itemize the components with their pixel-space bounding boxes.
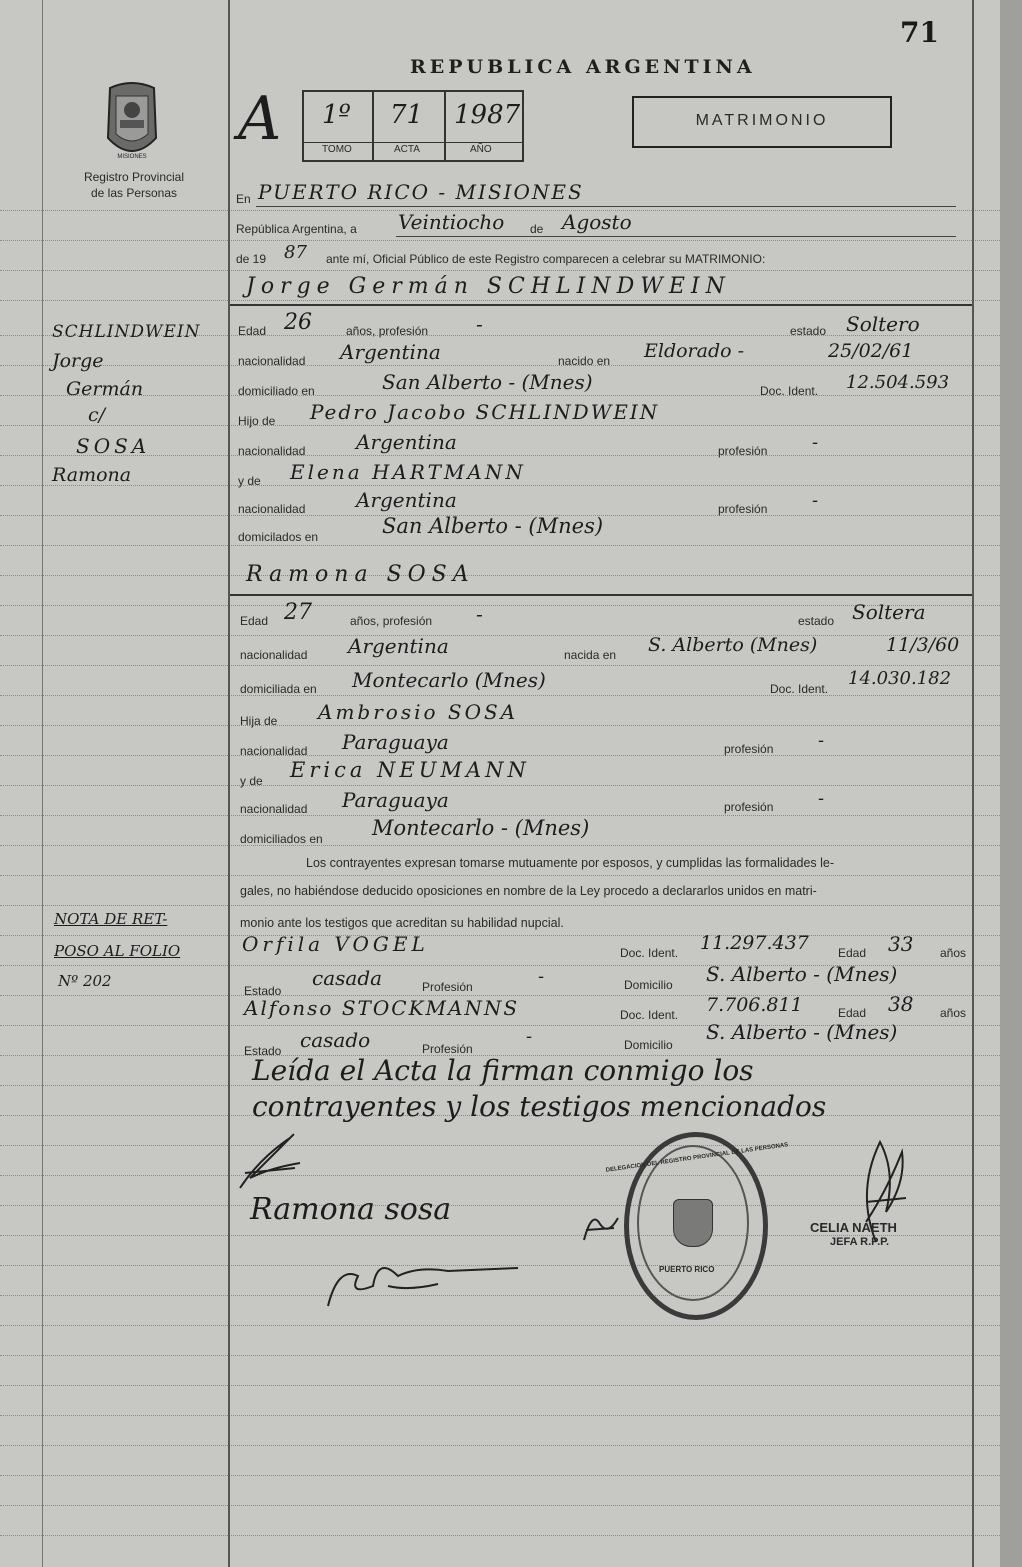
en-label: En: [236, 192, 251, 206]
bride-father-label: Hija de: [240, 714, 278, 728]
act-type: MATRIMONIO: [695, 112, 829, 129]
groom-doc: 12.504.593: [846, 372, 950, 393]
groom-doc-label: Doc. Ident.: [760, 384, 819, 398]
witness2-estado: casado: [300, 1028, 371, 1052]
margin-connector: c/: [88, 404, 106, 426]
registry-name-line1: Registro Provincial: [83, 170, 185, 184]
groom-dom-label: domiciliado en: [238, 384, 315, 398]
bride-father-prof-label: profesión: [724, 742, 774, 756]
page-edge-shadow: [1000, 0, 1022, 1567]
groom-parents-domicile: San Alberto - (Mnes): [382, 514, 604, 538]
margin-bride-surname: SOSA: [76, 434, 151, 458]
groom-edad-label: Edad: [238, 324, 267, 338]
groom-mother-label: y de: [238, 474, 261, 488]
page-number: 71: [900, 16, 939, 49]
margin-note-line2: POSO AL FOLIO: [54, 942, 181, 960]
year-suffix: 87: [284, 242, 307, 263]
bride-parents-domicile: Montecarlo - (Mnes): [372, 816, 590, 840]
country-heading: REPUBLICA ARGENTINA: [410, 56, 756, 78]
witness1-prof-label: Profesión: [422, 980, 473, 994]
comparecen-text: ante mí, Oficial Público de este Registro comparecen a celebrar su MATRIMONIO:: [326, 252, 766, 266]
provincial-seal: [96, 78, 168, 164]
groom-name: Jorge Germán SCHLINDWEIN: [246, 274, 731, 299]
witness1-doc: 11.297.437: [700, 932, 809, 954]
registry-name-line2: de las Personas: [90, 186, 178, 200]
official-title: JEFA R.P.P.: [830, 1236, 890, 1248]
bride-signature: Ramona sosa: [250, 1192, 452, 1227]
witness1-estado: casada: [312, 966, 383, 990]
groom-birthplace: Eldorado -: [644, 340, 745, 362]
witness2-profession: -: [526, 1026, 533, 1047]
bride-father-nat: Paraguaya: [342, 730, 449, 754]
groom-nac-label: nacionalidad: [238, 354, 306, 368]
witness1-estado-label: Estado: [244, 984, 282, 998]
day-value: Veintiocho: [398, 210, 505, 234]
groom-birthdate: 25/02/61: [828, 340, 914, 362]
de-label: de: [530, 222, 544, 236]
bride-birthdate: 11/3/60: [886, 634, 960, 656]
margin-groom-second: Germán: [66, 378, 144, 400]
witness1-name: Orfila VOGEL: [242, 932, 429, 956]
stamp-text: DELEGACION DEL REGISTRO PROVINCIAL DE LAS PERSONAS: [605, 1142, 789, 1174]
acta-label: ACTA: [394, 144, 420, 155]
bride-profession: -: [476, 602, 483, 626]
groom-mother-prof: -: [812, 490, 819, 511]
groom-father-prof: -: [812, 432, 819, 453]
ano-label: AÑO: [470, 144, 492, 155]
bride-mother: Erica NEUMANN: [290, 758, 530, 782]
republica-label: República Argentina, a: [236, 222, 357, 236]
witness1-dom-label: Domicilio: [624, 978, 673, 992]
official-name: CELIA NAETH: [810, 1220, 897, 1235]
bride-mother-nac-label: nacionalidad: [240, 802, 308, 816]
witness2-doc-label: Doc. Ident.: [620, 1008, 679, 1022]
bride-age: 27: [284, 600, 312, 625]
official-initial-scribble: [578, 1206, 622, 1246]
margin-note-line1: NOTA DE RET-: [54, 910, 168, 928]
groom-profession: -: [476, 312, 483, 336]
groom-nationality: Argentina: [340, 340, 441, 364]
groom-signature-scribble: [230, 1118, 310, 1198]
groom-nacido-label: nacido en: [558, 354, 611, 368]
witness2-edad-label: Edad: [838, 1006, 867, 1020]
bride-estado-label: estado: [798, 614, 835, 628]
groom-father-label: Hijo de: [238, 414, 276, 428]
witness2-name: Alfonso STOCKMANNS: [244, 996, 520, 1020]
closing-line1: Leída el Acta la firman conmigo los: [252, 1054, 754, 1087]
month-value: Agosto: [562, 210, 632, 234]
witness1-age: 33: [888, 932, 914, 956]
groom-mother-nac-label: nacionalidad: [238, 502, 306, 516]
bride-nacida-label: nacida en: [564, 648, 617, 662]
bride-dom-label: domiciliada en: [240, 682, 317, 696]
groom-mother-nat: Argentina: [356, 488, 457, 512]
act-type-box: [632, 96, 892, 148]
witness2-dom-label: Domicilio: [624, 1038, 673, 1052]
left-edge-line: [42, 0, 43, 1567]
bride-domicile: Montecarlo (Mnes): [352, 668, 546, 692]
seal-text: MISIONES: [117, 154, 147, 160]
place-value: PUERTO RICO - MISIONES: [258, 180, 584, 204]
margin-groom-surname: SCHLINDWEIN: [52, 322, 201, 342]
groom-father: Pedro Jacobo SCHLINDWEIN: [310, 400, 660, 424]
tomo-label: TOMO: [322, 144, 352, 155]
witness1-profession: -: [538, 966, 545, 987]
bride-name: Ramona SOSA: [246, 562, 475, 587]
groom-mother: Elena HARTMANN: [290, 460, 526, 484]
margin-note-line3: Nº 202: [58, 972, 112, 990]
tomo-acta-ano-box: [302, 90, 524, 162]
bride-doc: 14.030.182: [848, 668, 952, 689]
groom-mother-prof-label: profesión: [718, 502, 768, 516]
stamp-center-emblem: [673, 1199, 713, 1247]
bride-father-prof: -: [818, 730, 825, 751]
witness2-age: 38: [888, 992, 914, 1016]
groom-father-nac-label: nacionalidad: [238, 444, 306, 458]
ano-value: 1987: [454, 100, 521, 130]
witness1-anos-label: años: [940, 946, 967, 960]
bride-mother-prof: -: [818, 788, 825, 809]
bride-doc-label: Doc. Ident.: [770, 682, 829, 696]
witness-signature-scribble: [318, 1246, 538, 1316]
groom-domicile: San Alberto - (Mnes): [382, 370, 593, 394]
bride-father-nac-label: nacionalidad: [240, 744, 308, 758]
declaration-line3: monio ante los testigos que acreditan su habilidad nupcial.: [240, 916, 564, 930]
witness2-anos-label: años: [940, 1006, 967, 1020]
groom-father-prof-label: profesión: [718, 444, 768, 458]
bride-edad-label: Edad: [240, 614, 269, 628]
witness1-doc-label: Doc. Ident.: [620, 946, 679, 960]
witness1-edad-label: Edad: [838, 946, 867, 960]
bride-nac-label: nacionalidad: [240, 648, 308, 662]
right-border-line: [972, 0, 974, 1567]
closing-line2: contrayentes y los testigos mencionados: [252, 1090, 827, 1123]
tomo-value: 1º: [322, 100, 351, 130]
witness1-domicile: S. Alberto - (Mnes): [706, 962, 898, 986]
acta-value: 71: [390, 100, 424, 130]
bride-anos-label: años, profesión: [350, 614, 433, 628]
stamp-place: PUERTO RICO: [659, 1265, 715, 1274]
witness2-doc: 7.706.811: [706, 994, 803, 1016]
groom-estado-label: estado: [790, 324, 827, 338]
bride-nationality: Argentina: [348, 634, 449, 658]
margin-column-line: [228, 0, 230, 1567]
groom-anos-label: años, profesión: [346, 324, 429, 338]
declaration-line1: Los contrayentes expresan tomarse mutuamente por esposos, y cumplidas las formalidades le-: [306, 856, 835, 870]
bride-mother-nat: Paraguaya: [342, 788, 449, 812]
groom-age: 26: [284, 310, 312, 335]
margin-groom-first: Jorge: [52, 350, 104, 372]
witness2-domicile: S. Alberto - (Mnes): [706, 1020, 898, 1044]
groom-father-nat: Argentina: [356, 430, 457, 454]
bride-estado: Soltera: [852, 600, 926, 624]
groom-parents-dom-label: domicilados en: [238, 530, 319, 544]
initial-mark: A: [238, 84, 282, 154]
year-prefix: de 19: [236, 252, 267, 266]
witness2-estado-label: Estado: [244, 1044, 282, 1058]
bride-mother-prof-label: profesión: [724, 800, 774, 814]
margin-bride-first: Ramona: [52, 464, 132, 486]
bride-birthplace: S. Alberto (Mnes): [648, 634, 818, 656]
bride-father: Ambrosio SOSA: [318, 700, 519, 724]
bride-mother-label: y de: [240, 774, 263, 788]
declaration-line2: gales, no habiéndose deducido oposiciones en nombre de la Ley procedo a declararlos unidos en matri-: [240, 884, 817, 898]
groom-estado: Soltero: [846, 312, 920, 336]
official-stamp: [605, 1132, 789, 1320]
bride-parents-dom-label: domiciliados en: [240, 832, 323, 846]
witness2-prof-label: Profesión: [422, 1042, 473, 1056]
